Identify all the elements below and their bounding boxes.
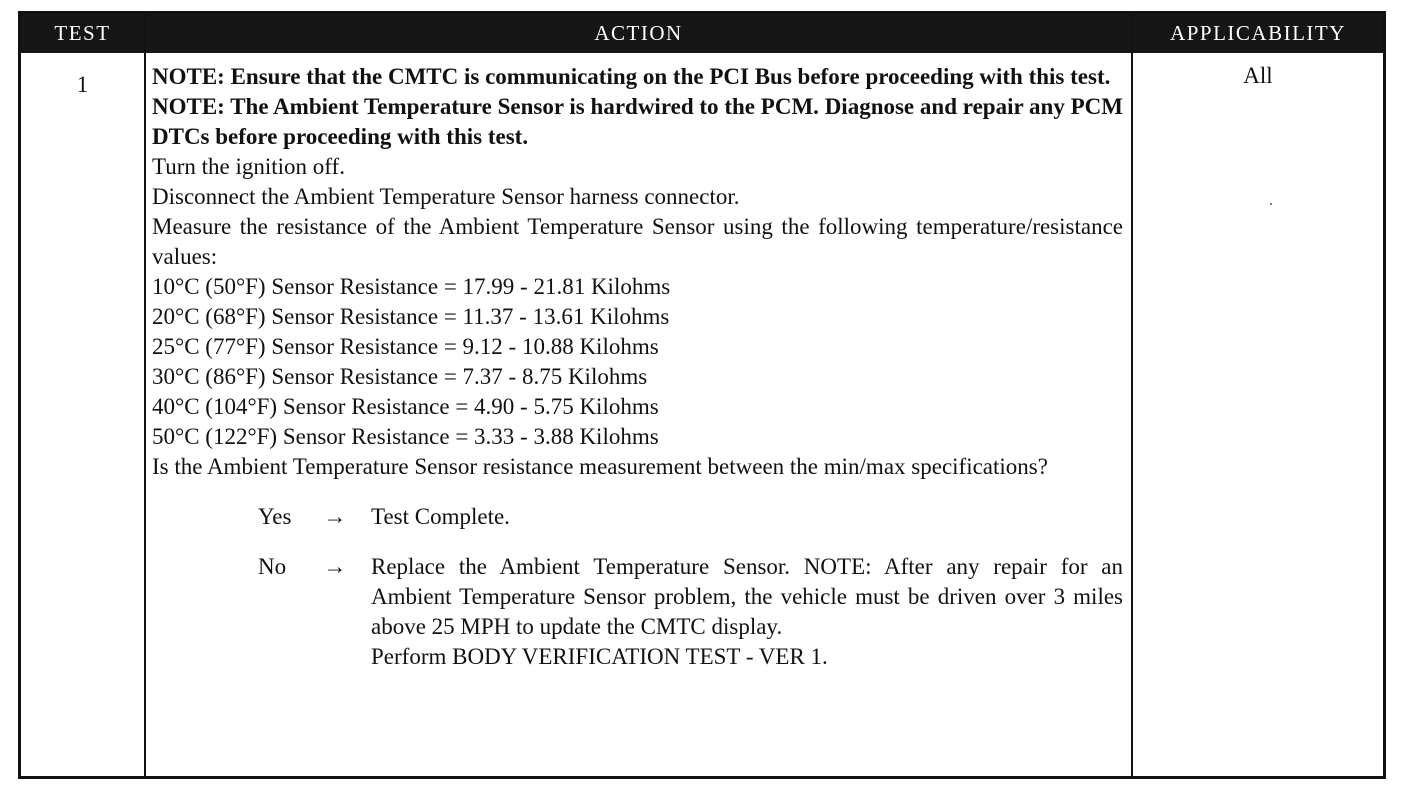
column-divider-applicability (1131, 14, 1133, 776)
diagnostic-test-table (18, 11, 1386, 779)
resistance-value: 30°C (86°F) Sensor Resistance = 7.37 - 8.75 Kilohms (152, 364, 648, 389)
column-divider-test (144, 14, 146, 776)
test-question: Is the Ambient Temperature Sensor resistance measurement between the min/max specifications? (152, 454, 1048, 479)
response-yes (258, 502, 1123, 532)
response-yes-text: Test Complete. (371, 504, 510, 529)
applicability-value: All (1243, 63, 1273, 88)
arrow-right-icon: → (323, 554, 347, 579)
resistance-value: 10°C (50°F) Sensor Resistance = 17.99 - 21.81 Kilohms (152, 274, 671, 299)
arrow-right-icon: → (323, 504, 347, 529)
note-pci-bus: NOTE: Ensure that the CMTC is communicating on the PCI Bus before proceeding with this test. (152, 64, 1111, 89)
table-header (21, 14, 1383, 53)
resistance-value: 25°C (77°F) Sensor Resistance = 9.12 - 10.88 Kilohms (152, 334, 659, 359)
resistance-value: 40°C (104°F) Sensor Resistance = 4.90 - 5.75 Kilohms (152, 394, 659, 419)
note-pcm-hardwired: NOTE: The Ambient Temperature Sensor is hardwired to the PCM. Diagnose and repair any PCM DTCs before proceeding with this test. (152, 94, 1123, 149)
header-action: ACTION (594, 21, 683, 45)
scan-speck (1270, 203, 1272, 205)
resistance-value: 20°C (68°F) Sensor Resistance = 11.37 - 13.61 Kilohms (152, 304, 670, 329)
response-no-text: Replace the Ambient Temperature Sensor. NOTE: After any repair for an Ambient Temperature Sensor problem, the vehicle must be driven over 3 miles above 25 MPH to update the CMTC display. (371, 554, 1123, 639)
response-no-label: No (258, 554, 287, 579)
response-no-followup: Perform BODY VERIFICATION TEST - VER 1. (371, 644, 828, 669)
test-number: 1 (76, 72, 89, 97)
response-yes-label: Yes (258, 504, 292, 529)
header-applicability: APPLICABILITY (1170, 21, 1346, 45)
action-cell (152, 62, 1123, 672)
step-ignition-off: Turn the ignition off. (152, 154, 345, 179)
resistance-value: 50°C (122°F) Sensor Resistance = 3.33 - 3.88 Kilohms (152, 424, 659, 449)
header-test: TEST (54, 21, 111, 45)
step-measure-resistance: Measure the resistance of the Ambient Temperature Sensor using the following temperature/resistance values: (152, 214, 1123, 269)
response-no (258, 552, 1123, 672)
step-disconnect-connector: Disconnect the Ambient Temperature Sensor harness connector. (152, 184, 740, 209)
